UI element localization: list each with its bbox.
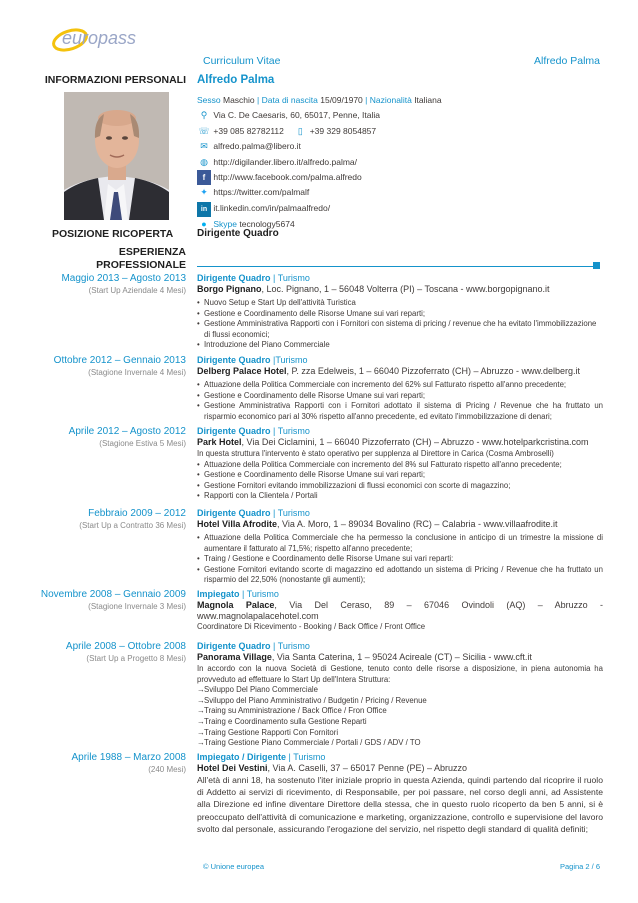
exp-date: Aprile 2012 – Agosto 2012 — [68, 426, 186, 437]
mobile-icon: ▯ — [297, 125, 303, 136]
email-line — [197, 139, 603, 154]
position-value: Dirigente Quadro — [197, 228, 279, 239]
skype-icon: ● — [201, 219, 207, 230]
exp-2-dates — [0, 355, 186, 378]
exp-date: Ottobre 2012 – Gennaio 2013 — [53, 355, 186, 366]
exp-4 — [197, 508, 603, 586]
full-name: Alfredo Palma — [197, 74, 275, 86]
list-item: • Gestione e Coordinamento delle Risorse Umane sui vari reparti; — [197, 309, 603, 320]
list-item: • Gestione e Coordinamento delle Risorse Umane sui vari reparti; — [197, 391, 603, 402]
exp-role: Dirigente Quadro | Turismo — [197, 273, 310, 283]
exp-place: Hotel Dei Vestini, Via A. Caselli, 37 – 65017 Penne (PE) – Abruzzo — [197, 763, 467, 773]
exp-place: Panorama Village, Via Santa Caterina, 1 – 95024 Acireale (CT) – Sicilia - www.cft.it — [197, 652, 532, 662]
globe-icon: ◍ — [200, 156, 208, 167]
europass-logo — [40, 18, 160, 58]
section-personal-info: INFORMAZIONI PERSONALI — [44, 74, 186, 86]
exp-items — [197, 533, 603, 586]
exp-date: Febbraio 2009 – 2012 — [88, 508, 186, 519]
list-item: → Traing Gestione Piano Commerciale / Portali / GDS / ADV / TO — [197, 738, 603, 749]
list-item: • Gestione Amministrativa Rapporti con i Fornitori con sistema di pricing / revenue che ha evitato l'immobilizzazione di flussi economici; — [197, 319, 603, 340]
sex-label: Sesso — [197, 95, 221, 105]
list-item: • Attuazione della Politica Commerciale con incremento del 8% sul Fatturato rispetto all'anno precedente; — [197, 460, 603, 471]
facebook-icon: f — [197, 170, 211, 185]
doc-title: Curriculum Vitae — [203, 55, 281, 67]
exp-place: Park Hotel, Via Dei Ciclamini, 1 – 66040 Pizzoferrato (CH) – Abruzzo - www.hotelparkcristina.com — [197, 437, 589, 447]
exp-duration: (Start Up a Contratto 36 Mesi) — [79, 521, 186, 530]
email-icon: ✉ — [200, 141, 208, 152]
location-pin-icon: ⚲ — [200, 110, 208, 121]
exp-role: Dirigente Quadro |Turismo — [197, 355, 308, 365]
personal-line-1: Sesso Maschio | Data di nascita 15/09/1970 | Nazionalità Italiana — [197, 95, 442, 105]
exp-intro: Coordinatore Di Ricevimento - Booking / Back Office / Front Office — [197, 622, 426, 631]
dob-label: Data di nascita — [261, 95, 318, 105]
linkedin-icon: in — [197, 202, 211, 217]
list-item: → Sviluppo del Piano Amministrativo / Budgetin / Pricing / Revenue — [197, 696, 603, 707]
exp-date: Aprile 2008 – Ottobre 2008 — [65, 641, 186, 652]
section-experience — [0, 246, 186, 272]
list-item: • Introduzione del Piano Commerciale — [197, 340, 603, 351]
section-experience-line1: ESPERIENZA — [118, 246, 186, 258]
list-item: • Rapporti con la Clientela / Portali — [197, 491, 603, 502]
skype-label: Skype — [213, 219, 237, 230]
exp-duration: (Stagione Estiva 5 Mesi) — [99, 439, 186, 448]
exp-duration: (Stagione Invernale 3 Mesi) — [88, 602, 186, 611]
phone-line — [197, 124, 603, 139]
website[interactable]: http://digilander.libero.it/alfredo.palma/ — [213, 156, 358, 167]
facebook[interactable]: http://www.facebook.com/palma.alfredo — [213, 172, 362, 183]
dob-value: 15/09/1970 — [320, 95, 363, 105]
exp-duration: (Stagione Invernale 4 Mesi) — [88, 368, 186, 377]
exp-place: Borgo Pignano, Loc. Pignano, 1 – 56048 Volterra (PI) – Toscana - www.borgopignano.it — [197, 284, 550, 294]
section-rule — [197, 266, 597, 267]
phone-2: +39 329 8054857 — [309, 125, 377, 136]
exp-duration: (Start Up a Progetto 8 Mesi) — [86, 654, 186, 663]
nationality-label: Nazionalità — [369, 95, 412, 105]
phone-icon: ☏ — [198, 125, 210, 136]
exp-intro: In accordo con la nuova Società di Gestione, tenuto conto delle risorse a disposizione, in piena autonomia ha provveduto ad effettuare lo Start Up dell'Intera Struttura: — [197, 664, 603, 684]
exp-items — [197, 460, 603, 502]
footer-page-number: Pagina 2 / 6 — [559, 862, 600, 871]
exp-5 — [197, 589, 603, 633]
list-item: • Gestione e Coordinamento delle Risorse Umane sui vari reparti; — [197, 470, 603, 481]
nationality-value: Italiana — [414, 95, 442, 105]
address: Via C. De Caesaris, 60, 65017, Penne, Italia — [213, 110, 381, 121]
exp-5-dates — [0, 589, 186, 612]
list-item: • Gestione Fornitori evitando scorte di magazzino ed adottando un sistema di Pricing / Revenue che ha fruttato un risparmio del 22,50% (nonostante gli aumenti); — [197, 565, 603, 586]
list-item: → Traing su Amministrazione / Back Office / Fron Office — [197, 706, 603, 717]
section-experience-line2: PROFESSIONALE — [96, 259, 186, 271]
footer-copyright: © Unione europea — [203, 862, 264, 871]
exp-2 — [197, 355, 603, 422]
list-item: • Traing / Gestione e Coordinamento delle Risorse Umane sui vari reparti: — [197, 554, 603, 565]
exp-1 — [197, 273, 603, 351]
exp-role: Dirigente Quadro | Turismo — [197, 426, 310, 436]
exp-date: Aprile 1988 – Marzo 2008 — [71, 752, 186, 763]
personal-details — [197, 93, 603, 233]
exp-3-dates — [0, 426, 186, 449]
exp-items — [197, 380, 603, 422]
list-item: • Gestione Amministrativa Rapporti con i Fornitori adottato il sistema di Pricing / Revenue che ha fruttato un risparmio economico pari al 30% rispetto all'anno precedente, ed evitato l'immobilizzazione di denari; — [197, 401, 603, 422]
exp-role: Dirigente Quadro | Turismo — [197, 508, 310, 518]
exp-7 — [197, 752, 603, 835]
exp-role: Dirigente Quadro | Turismo — [197, 641, 310, 651]
exp-place: Delberg Palace Hotel, P. zza Edelweis, 1 – 66040 Pizzoferrato (CH) – Abruzzo - www.delberg.it — [197, 366, 581, 376]
twitter[interactable]: https://twitter.com/palmalf — [213, 187, 310, 198]
twitter-icon: ✦ — [200, 187, 208, 198]
exp-items — [197, 298, 603, 351]
sex-value: Maschio — [223, 95, 255, 105]
section-position: POSIZIONE RICOPERTA — [52, 228, 174, 240]
facebook-line — [197, 170, 603, 185]
exp-date: Novembre 2008 – Gennaio 2009 — [40, 589, 186, 600]
header-name: Alfredo Palma — [534, 55, 600, 67]
website-line — [197, 155, 603, 170]
exp-role: Impiegato | Turismo — [197, 589, 279, 599]
exp-1-dates — [0, 273, 186, 296]
list-item: • Nuovo Setup e Start Up dell'attività Turistica — [197, 298, 603, 309]
exp-place: Hotel Villa Afrodite, Via A. Moro, 1 – 89034 Bovalino (RC) – Calabria - www.villaafrodite.it — [197, 519, 558, 529]
twitter-line — [197, 185, 603, 200]
exp-6 — [197, 641, 603, 749]
phone-1: +39 085 82782112 — [213, 125, 284, 136]
list-item: • Attuazione della Politica Commerciale che ha permesso la conclusione in anticipo di un trimestre la missione di aumentare il fatturato al 71,5%; rispetto all'anno precedente; — [197, 533, 603, 554]
skype: tecnology5674 — [239, 219, 295, 230]
list-item: → Traing e Coordinamento sulla Gestione Reparti — [197, 717, 603, 728]
exp-role: Impiegato / Dirigente | Turismo — [197, 752, 326, 762]
list-item: • Gestione Fornitori evitando immobilizzazioni di flussi economici con scorte di magazzino; — [197, 481, 603, 492]
exp-duration: (240 Mesi) — [148, 765, 186, 774]
list-item: → Sviluppo Del Piano Commerciale — [197, 685, 603, 696]
exp-3 — [197, 426, 603, 502]
list-item: → Traing Gestione Rapporti Con Fornitori — [197, 728, 603, 739]
email[interactable]: alfredo.palma@libero.it — [213, 141, 301, 152]
exp-intro: In questa struttura l'intervento è stato operativo per supplenza al Direttore in Carica (Cosma Ambroselli) — [197, 449, 554, 458]
exp-date: Maggio 2013 – Agosto 2013 — [61, 273, 186, 284]
list-item: • Attuazione della Politica Commerciale con incremento del 62% sul Fatturato rispetto all'anno precedente; — [197, 380, 603, 391]
exp-items — [197, 685, 603, 749]
exp-6-dates — [0, 641, 186, 664]
profile-photo — [64, 92, 169, 220]
exp-duration: (Start Up Aziendale 4 Mesi) — [88, 286, 186, 295]
linkedin-line — [197, 201, 603, 217]
section-rule-marker — [593, 262, 600, 269]
exp-intro: All'età di anni 18, ha sostenuto l'iter iniziale proprio in questa Azienda, quindi partendo dal ricoprire il ruolo di Addetto ai servizi di ricevimento, di Responsabile, per poi passare, nel corso degli anni, ad Assistente alla Direzione ed infine diventare Direttore della stessa, che in questo ruolo ricoperto da ben 5 anni, si è preoccupato dell'attività di comunicazione e marketing, organizzazione, controllo e supervisione del lavoro svolto dal personale, assicurando l'erogazione del servizio, nel rispetto degli standard di qualità definiti; — [197, 775, 603, 834]
exp-7-dates — [0, 752, 186, 775]
linkedin[interactable]: it.linkedin.com/in/palmaalfredo/ — [213, 202, 331, 213]
svg-text:europass: europass — [62, 28, 137, 48]
address-line — [197, 108, 603, 123]
exp-place: Magnola Palace, Via Del Ceraso, 89 – 67046 Ovindoli (AQ) – Abruzzo - www.magnolapalacehotel.com — [197, 600, 603, 621]
exp-4-dates — [0, 508, 186, 531]
